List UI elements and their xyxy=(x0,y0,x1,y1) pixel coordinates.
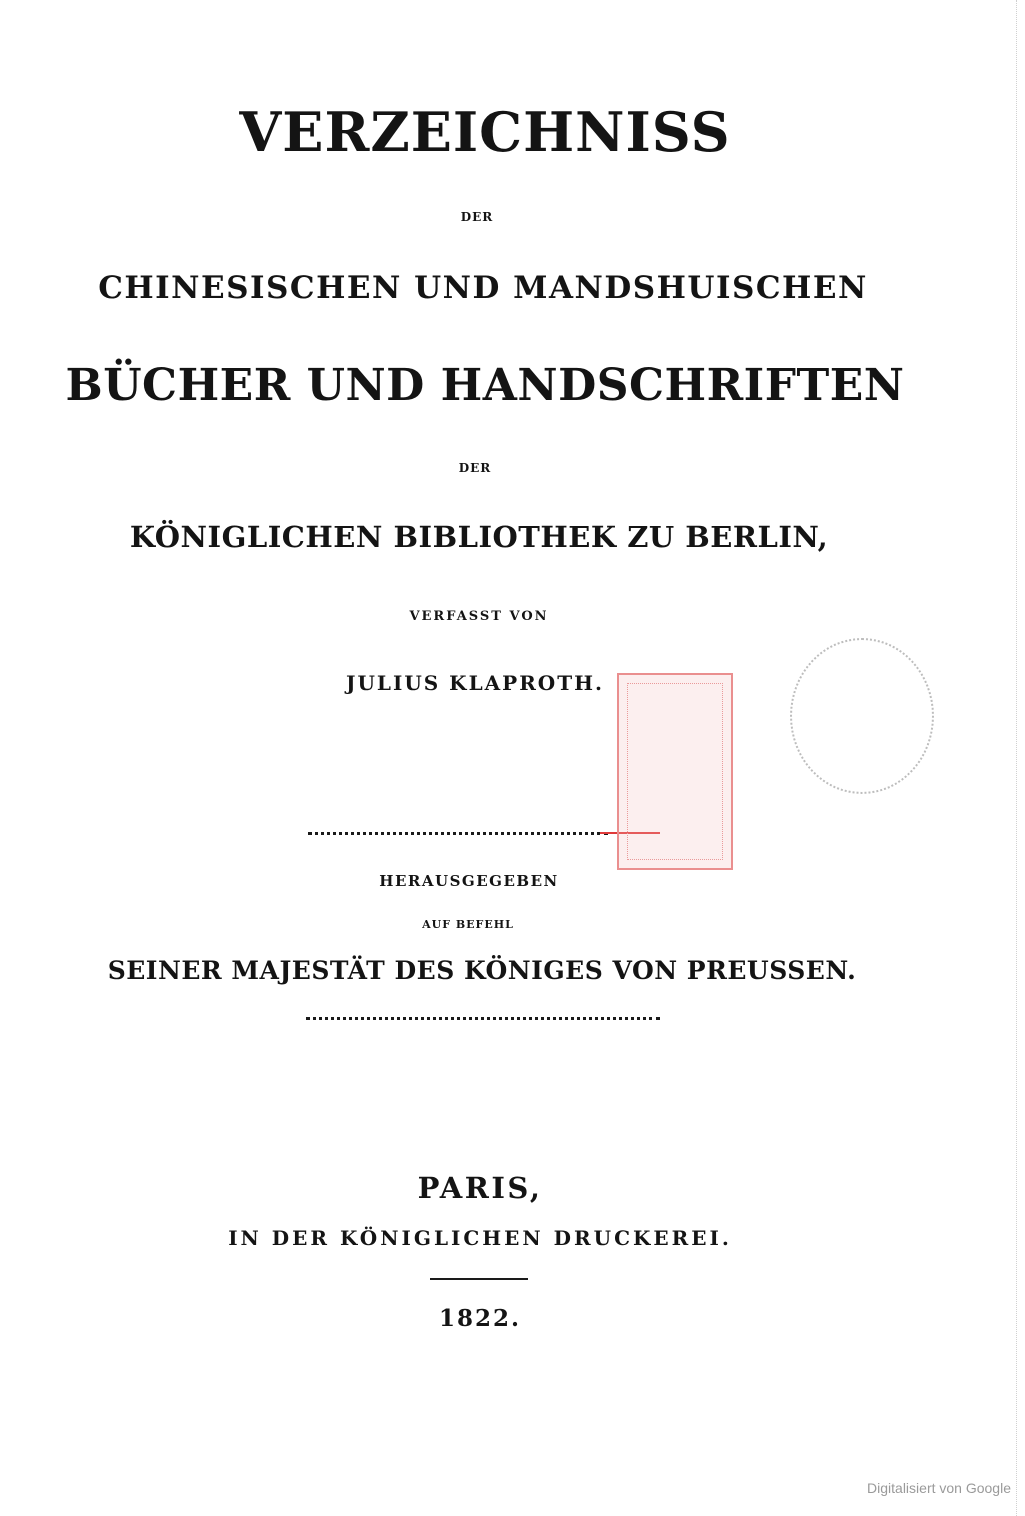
digitization-watermark: Digitalisiert von Google xyxy=(867,1480,1011,1496)
subtitle-line-1: CHINESISCHEN UND MANDSHUISCHEN xyxy=(98,270,868,306)
ornamental-rule-2 xyxy=(306,1017,660,1020)
ornamental-rule-1 xyxy=(308,832,608,835)
herausgegeben: HERAUSGEGEBEN xyxy=(379,872,559,890)
subtitle-line-2: BÜCHER UND HANDSCHRIFTEN xyxy=(65,360,905,411)
imprint-place: PARIS, xyxy=(417,1171,543,1205)
der-line-2: DER xyxy=(458,461,492,475)
imprint-rule xyxy=(430,1278,528,1280)
library-stamp xyxy=(617,673,733,870)
subtitle-line-3: KÖNIGLICHEN BIBLIOTHEK ZU BERLIN, xyxy=(129,520,829,554)
verfasst-von: VERFASST VON xyxy=(409,609,549,624)
faded-round-seal xyxy=(790,638,934,794)
library-stamp-border xyxy=(627,683,723,860)
page-edge xyxy=(1016,0,1019,1516)
book-title: VERZEICHNISS xyxy=(239,100,731,164)
majestaet-line: SEINER MAJESTÄT DES KÖNIGES VON PREUSSEN. xyxy=(107,956,857,985)
imprint-printer: IN DER KÖNIGLICHEN DRUCKEREI. xyxy=(228,1226,732,1250)
auf-befehl: AUF BEFEHL xyxy=(422,918,514,931)
author-name: JULIUS KLAPROTH. xyxy=(346,671,604,695)
imprint-year: 1822. xyxy=(438,1305,522,1332)
der-line-1: DER xyxy=(460,210,494,224)
